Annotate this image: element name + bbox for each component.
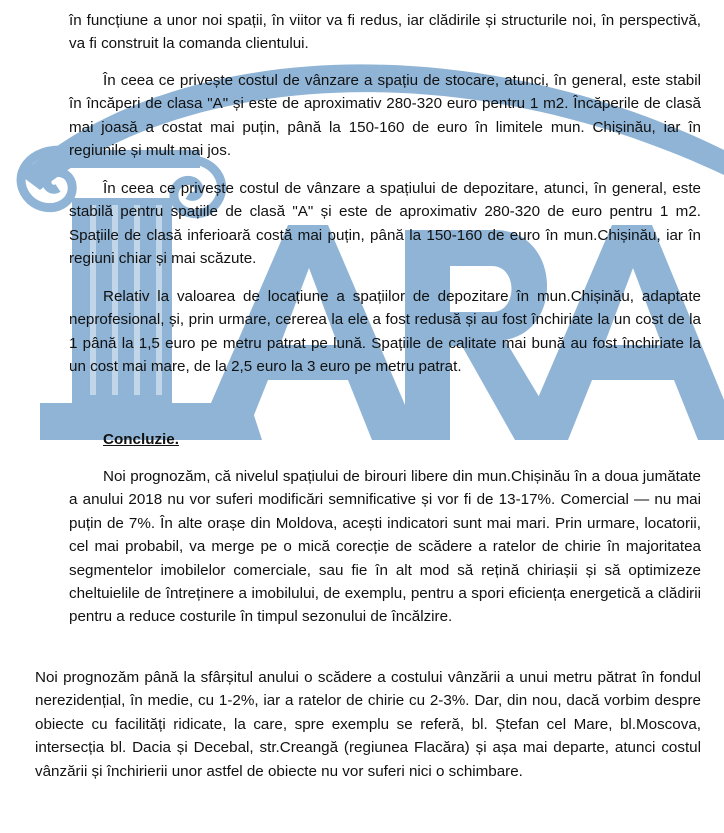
paragraph-continuation: în funcțiune a unor noi spații, în viitor va fi redus, iar clădirile și structurile noi, în perspectivă, va fi construit la comanda clientului.: [69, 12, 701, 53]
conclusion-heading: Concluzie.: [103, 431, 179, 448]
paragraph-warehouse-rent: Relativ la valoarea de locațiune a spațiilor de depozitare în mun.Chișinău, adaptate neprofesional, și, prin urmare, cererea la ele a fost redusă și au fost închiriate la un cost de la 1 până la 1,5 euro pe metru patrat pe lună. Spațiile de calitate mai bună au fost închiriate la un cost mai mare, de la 2,5 euro la 3 euro pe metru patrat.: [69, 288, 701, 376]
paragraph-storage-cost: În ceea ce privește costul de vânzare a spațiu de stocare, atunci, în general, este stabil în încăperi de clasa "A" și este de aproximativ 280-320 euro pentru 1 m2. Încăperile de clasă mai joasă a costat mai puțin, până la 150-160 de euro în limitele mun. Chișinău, iar în regiunile și mult mai jos.: [69, 72, 701, 160]
paragraph-warehouse-cost: În ceea ce privește costul de vânzare a spațiului de depozitare, atunci, în general, este stabilă pentru spațiile de clasă "A" și este de aproximativ 280-320 de euro pentru 1 m2. Spațiile de clasă inferioară costă mai puțin, până la 150-160 de euro în mun.Chișinău, iar în regiuni chiar și mai scăzute.: [69, 180, 701, 268]
paragraph-conclusion-forecast: Noi prognozăm, că nivelul spațiului de birouri libere din mun.Chișinău în a doua jumătate a anului 2018 nu vor suferi modificări semnificative și vor fi de 13-17%. Comercial — nu mai puțin de 7%. În alte orașe din Moldova, acești indicatori sunt mai mari. Prin urmare, locatorii, cel mai probabil, va merge pe o mică corecție de scădere a ratelor de chirie în majoritatea segmentelor imobilelor comerciale, sau fie în alt mod să rețină chiriașii și să optimizeze cheltuielile de întreținere a imobilului, de exemplu, pentru a spori eficiența energetică a clădirii pentru a reduce costurile în timpul sezonului de încălzire.: [69, 468, 701, 626]
paragraph-conclusion-price-forecast: Noi prognozăm până la sfârșitul anului o scădere a costului vânzării a unui metru pătrat în fondul nerezidențial, în medie, cu 1-2%, iar a ratelor de chirie cu 2-3%. Dar, din nou, dacă vorbim despre obiecte cu facilități ridicate, la care, spre exemplu se referă, bl. Ștefan cel Mare, bl.Moscova, intersecția bl. Dacia și Decebal, str.Creangă (regiunea Flacăra) și așa mai departe, atunci costul vânzării și închirierii unor astfel de obiecte nu vor suferi nici o schimbare.: [35, 669, 701, 780]
